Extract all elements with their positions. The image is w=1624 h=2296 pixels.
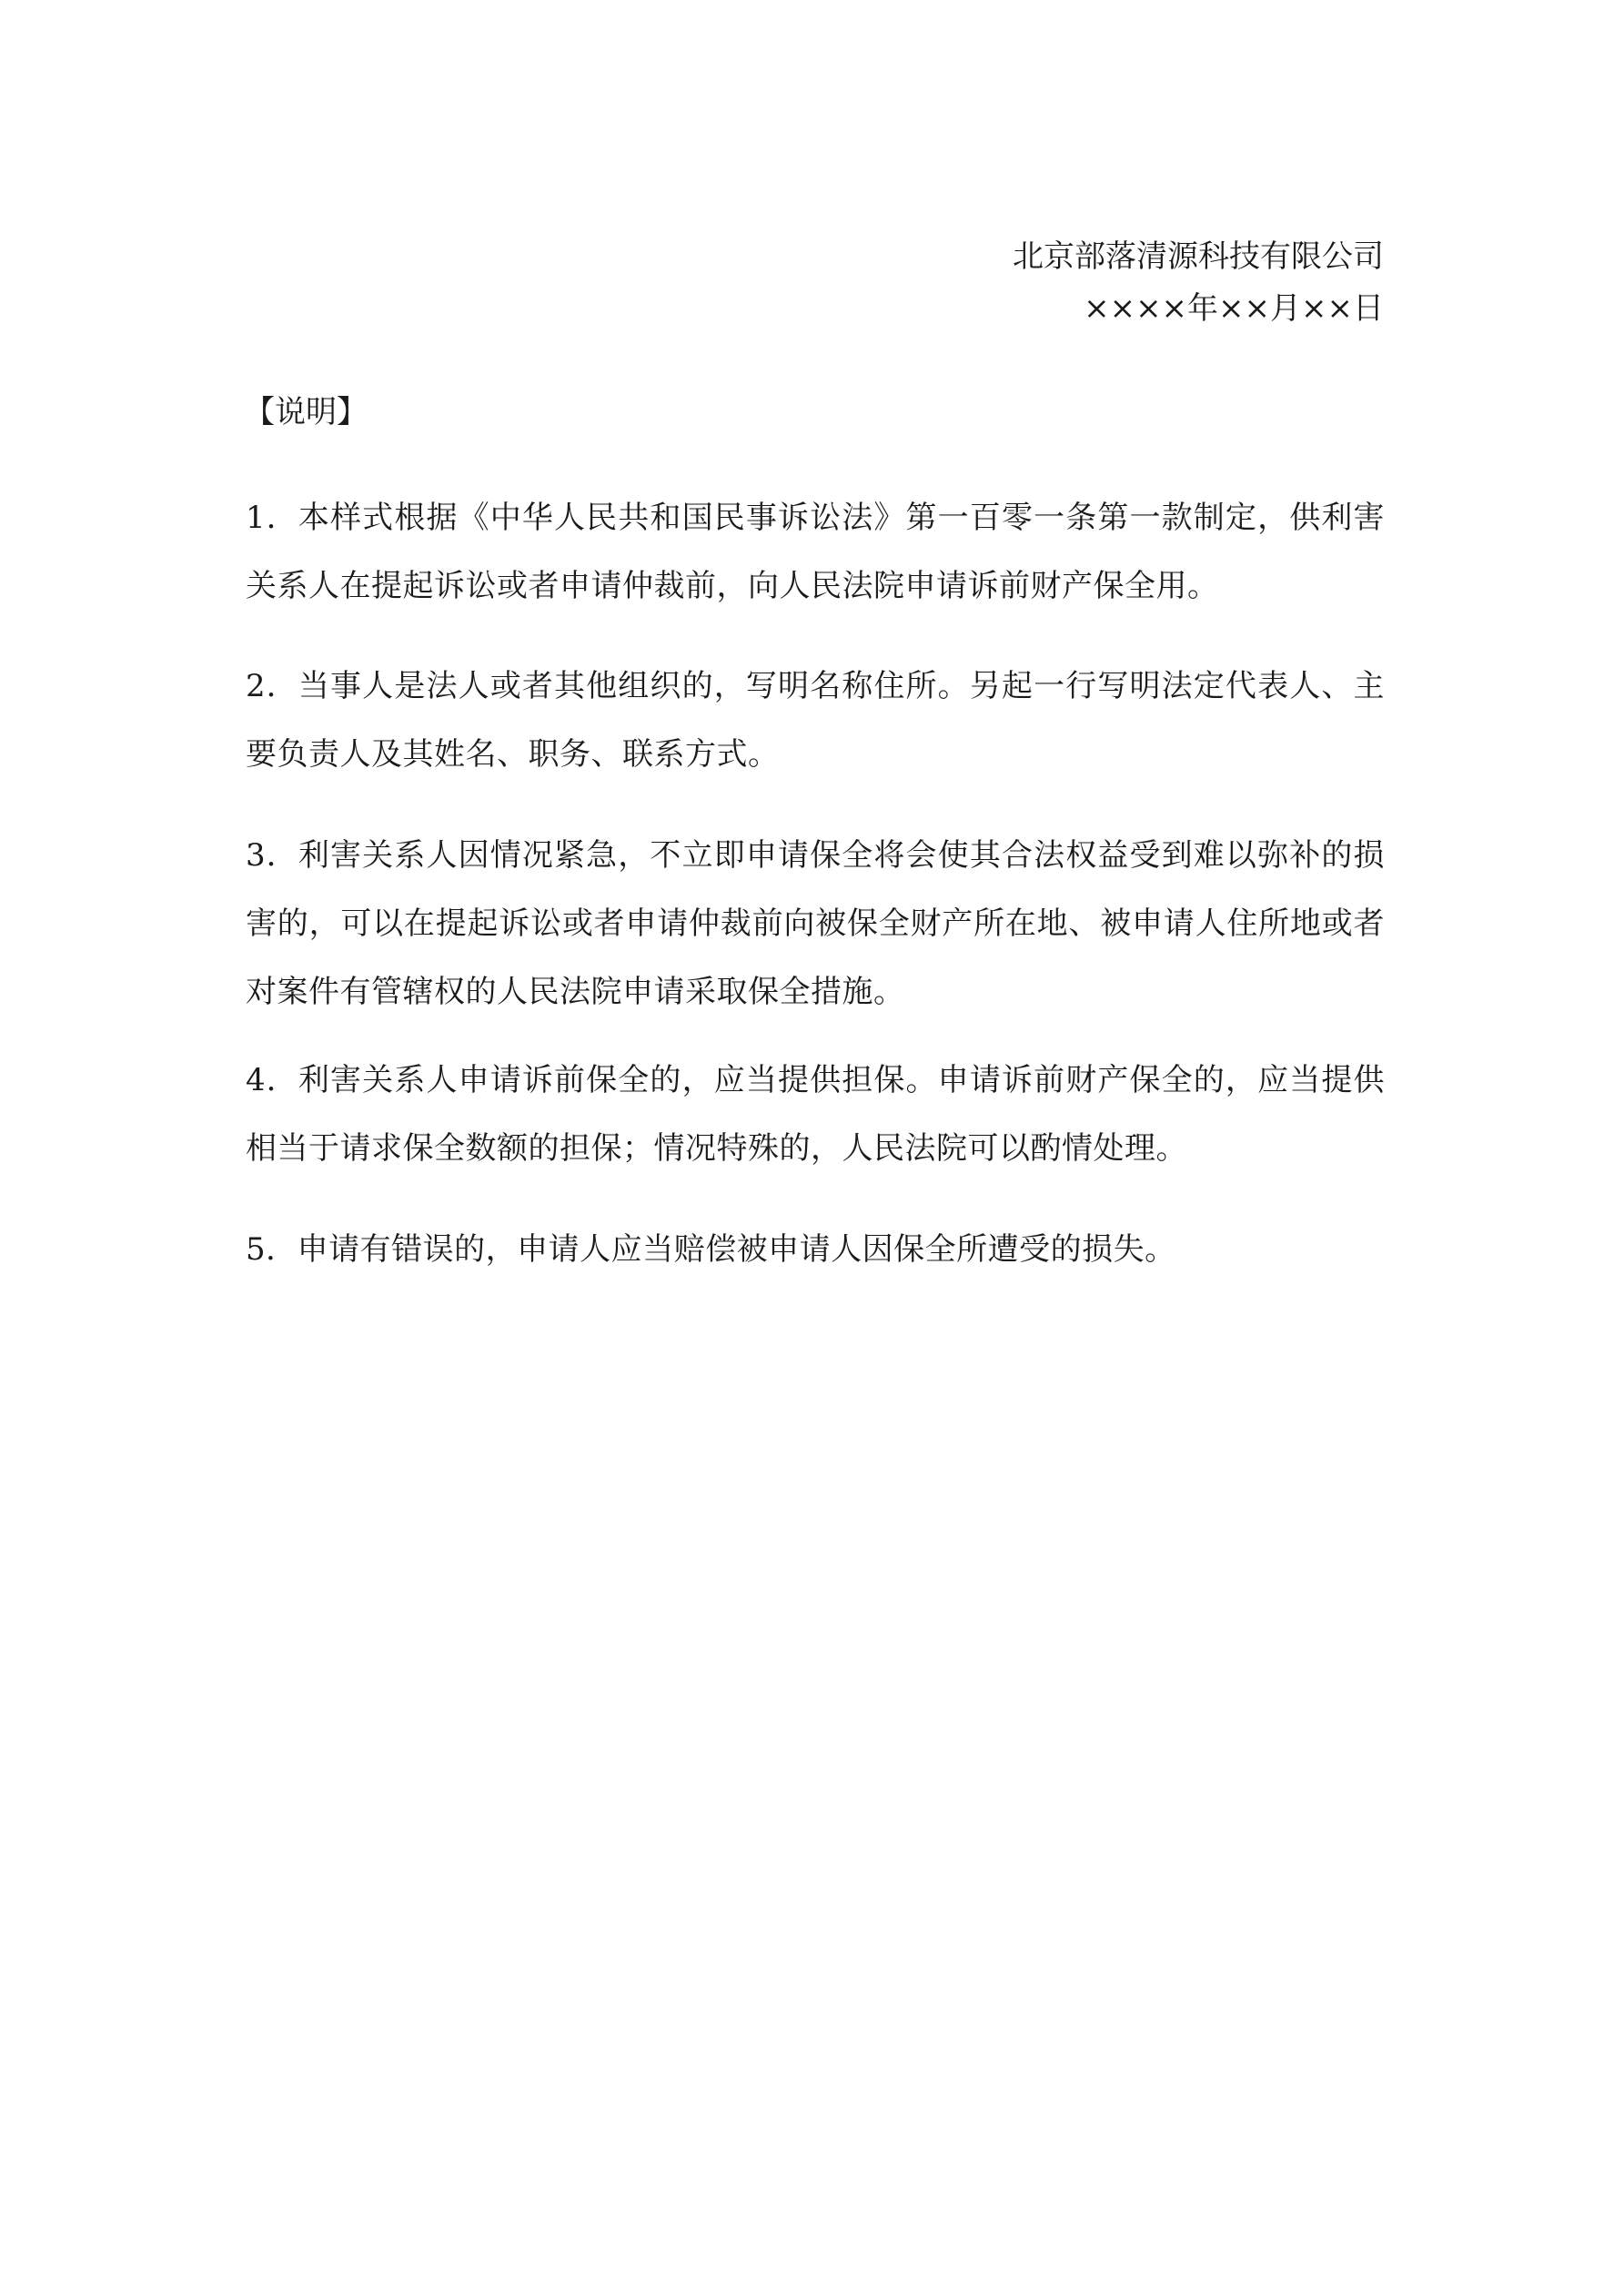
signature-block [1013, 231, 1384, 335]
note-item-4: 4．利害关系人申请诉前保全的，应当提供担保。申请诉前财产保全的，应当提供相当于请求保全数额的担保；情况特殊的，人民法院可以酌情处理。 [246, 1062, 1385, 1167]
company-name: 北京部落清源科技有限公司 [1013, 238, 1384, 275]
note-item-2: 2．当事人是法人或者其他组织的，写明名称住所。另起一行写明法定代表人、主要负责人及其姓名、职务、联系方式。 [246, 668, 1385, 773]
note-item-1: 1．本样式根据《中华人民共和国民事诉讼法》第一百零一条第一款制定，供利害关系人在提起诉讼或者申请仲裁前，向人民法院申请诉前财产保全用。 [246, 500, 1385, 604]
note-item-3: 3．利害关系人因情况紧急，不立即申请保全将会使其合法权益受到难以弥补的损害的，可以在提起诉讼或者申请仲裁前向被保全财产所在地、被申请人住所地或者对案件有管辖权的人民法院申请采取保全措施。 [246, 837, 1385, 1010]
note-item-5: 5．申请有错误的，申请人应当赔偿被申请人因保全所遭受的损失。 [246, 1231, 1176, 1268]
notes-heading: 【说明】 [244, 394, 368, 430]
signature-date: ××××年××月××日 [1084, 290, 1384, 327]
